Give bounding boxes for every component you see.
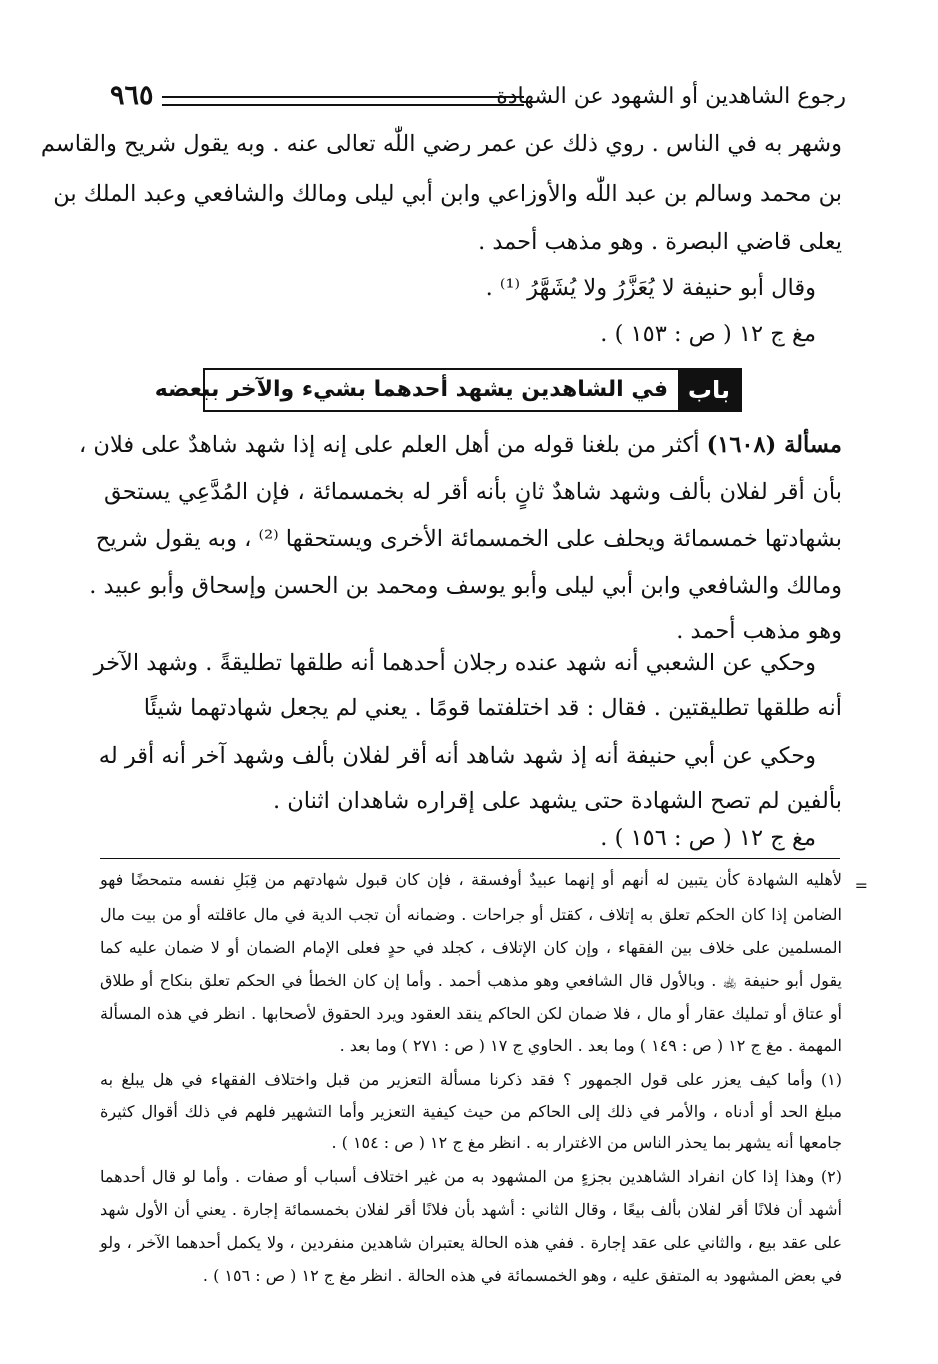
footnote-line: المهمة . مغ ج ١٢ ( ص : ١٤٩ ) وما بعد . الحاوي ج ١٧ ( ص : ٢٧١ ) وما بعد . bbox=[339, 1036, 842, 1055]
body-line: أنه طلقها تطليقتين . فقال : قد اختلفتما قومًا . يعني لم يجعل شهادتهما شيئًا bbox=[143, 695, 842, 721]
footnote-line: الضامن إذا كان الحكم تعلق به إتلاف ، كقتل أو جراحات . وضمانه أن تجب الدية في مال عاقلته أو من بيت مال bbox=[100, 905, 842, 924]
body-line: بشهادتها خمسمائة ويحلف على الخمسمائة الأخرى ويستحقها ⁽²⁾ ، وبه يقول شريح bbox=[95, 526, 842, 552]
footnote-line: جامعها أنه يشهر بما يحذر الناس من الاغترار به . انظر مغ ج ١٢ ( ص : ١٥٤ ) . bbox=[331, 1133, 842, 1152]
footnote-line: أشهد أن فلانًا أقر لفلان بألف بيعًا ، وقال الثاني : أشهد بأن فلانًا أقر لفلان بخمسمائة إجارة . يعني أن الأول شهد bbox=[100, 1200, 842, 1219]
footnote-continuation-mark: = bbox=[854, 876, 868, 895]
footnote-line: المسلمين على خلاف بين الفقهاء ، وإن كان الإتلاف ، كجلد في حدٍ فعلى الإمام الضمان أو لا ضمان عليه كما bbox=[100, 938, 842, 957]
masala-first-line bbox=[79, 430, 842, 460]
body-line: وهو مذهب أحمد . bbox=[676, 618, 842, 644]
body-line: ومالك والشافعي وابن أبي ليلى وأبو يوسف ومحمد بن الحسن وإسحاق وأبو عبيد . bbox=[89, 573, 842, 599]
footnote-line: في بعض المشهود به المتفق عليه ، وهو الخمسمائة في هذه الحالة . انظر مغ ج ١٢ ( ص : ١٥٦ ) . bbox=[202, 1266, 842, 1285]
body-line: وقال أبو حنيفة لا يُعَزَّرُ ولا يُشَهَّرُ ⁽¹⁾ . bbox=[485, 275, 816, 301]
footnote-line: مبلغ الحد أو أدناه ، والأمر في ذلك إلى الحاكم من حيث كيفية التعزير وأما التشهير فلهم في ذلك أقوال كثيرة bbox=[100, 1102, 842, 1121]
header-title: رجوع الشاهدين أو الشهود عن الشهادة bbox=[496, 84, 846, 109]
body-line: يعلى قاضي البصرة . وهو مذهب أحمد . bbox=[478, 229, 842, 255]
footnote-divider bbox=[100, 858, 840, 859]
body-line: وحكي عن أبي حنيفة أنه إذ شهد شاهد أنه أقر لفلان بألف وشهد آخر أنه أقر له bbox=[98, 743, 816, 769]
page-number: ٩٦٥ bbox=[110, 80, 154, 111]
footnote-2: (٢) وهذا إذا كان انفراد الشاهدين بجزءٍ من المشهود به من غير اختلاف أسباب أو صفات . وأما لو قال أحدهما bbox=[100, 1167, 842, 1186]
body-line: بن محمد وسالم بن عبد اللّٰه والأوزاعي وابن أبي ليلى ومالك والشافعي وعبد الملك بن bbox=[53, 181, 842, 207]
chapter-title: في الشاهدين يشهد أحدهما بشيء والآخر ببعضه bbox=[154, 377, 668, 402]
reference: مغ ج ١٢ ( ص : ١٥٦ ) . bbox=[600, 825, 816, 851]
footnote-line: يقول أبو حنيفة ﵀ . وبالأول قال الشافعي وهو مذهب أحمد . وأما إن كان الخطأ في الحكم تعلق بنكاح أو طلاق bbox=[100, 971, 842, 990]
footnote-line: على عقد بيع ، والثاني على عقد إجارة . ففي هذه الحالة يعتبران شاهدين منفردين ، ولا يكمل أحدهما الآخر ، ولو bbox=[100, 1233, 843, 1252]
footnote-line: لأهليه الشهادة كأن يتبين له أنهم أو إنهما عبيدٌ أوفسقة ، فإن كان قبول شهادتهم من قِبَلِ نفسه متمحضًا فهو bbox=[100, 870, 842, 889]
masala-text: أكثر من بلغنا قوله من أهل العلم على إنه إذا شهد شاهدٌ على فلان ، bbox=[79, 432, 700, 458]
body-line: بألفين لم تصح الشهادة حتى يشهد على إقراره شاهدان اثنان . bbox=[272, 788, 842, 814]
footnote-line: أو عتاق أو تمليك عقار أو مال ، فلا ضمان لكن الحاكم ينقد العقود ويرد الحقوق لأصحابها . انظر في هذه المسألة bbox=[100, 1004, 843, 1023]
chapter-badge: باب bbox=[678, 370, 740, 410]
reference: مغ ج ١٢ ( ص : ١٥٣ ) . bbox=[600, 321, 816, 347]
running-header bbox=[110, 80, 846, 118]
footnote-1: (١) وأما كيف يعزر على قول الجمهور ؟ فقد ذكرنا مسألة التعزير من قبل واختلاف الفقهاء في هل يبلغ به bbox=[100, 1070, 843, 1089]
body-line: بأن أقر لفلان بألف وشهد شاهدٌ ثانٍ بأنه أقر له بخمسمائة ، فإن المُدَّعِي يستحق bbox=[104, 479, 842, 505]
masala-label: مسألة (١٦٠٨) bbox=[706, 432, 842, 458]
chapter-heading-box bbox=[154, 368, 742, 412]
body-line: وحكي عن الشعبي أنه شهد عنده رجلان أحدهما أنه طلقها تطليقةً . وشهد الآخر bbox=[93, 650, 816, 676]
body-line: وشهر به في الناس . روي ذلك عن عمر رضي اللّٰه تعالى عنه . وبه يقول شريح والقاسم bbox=[40, 131, 842, 157]
header-rule bbox=[162, 96, 524, 106]
